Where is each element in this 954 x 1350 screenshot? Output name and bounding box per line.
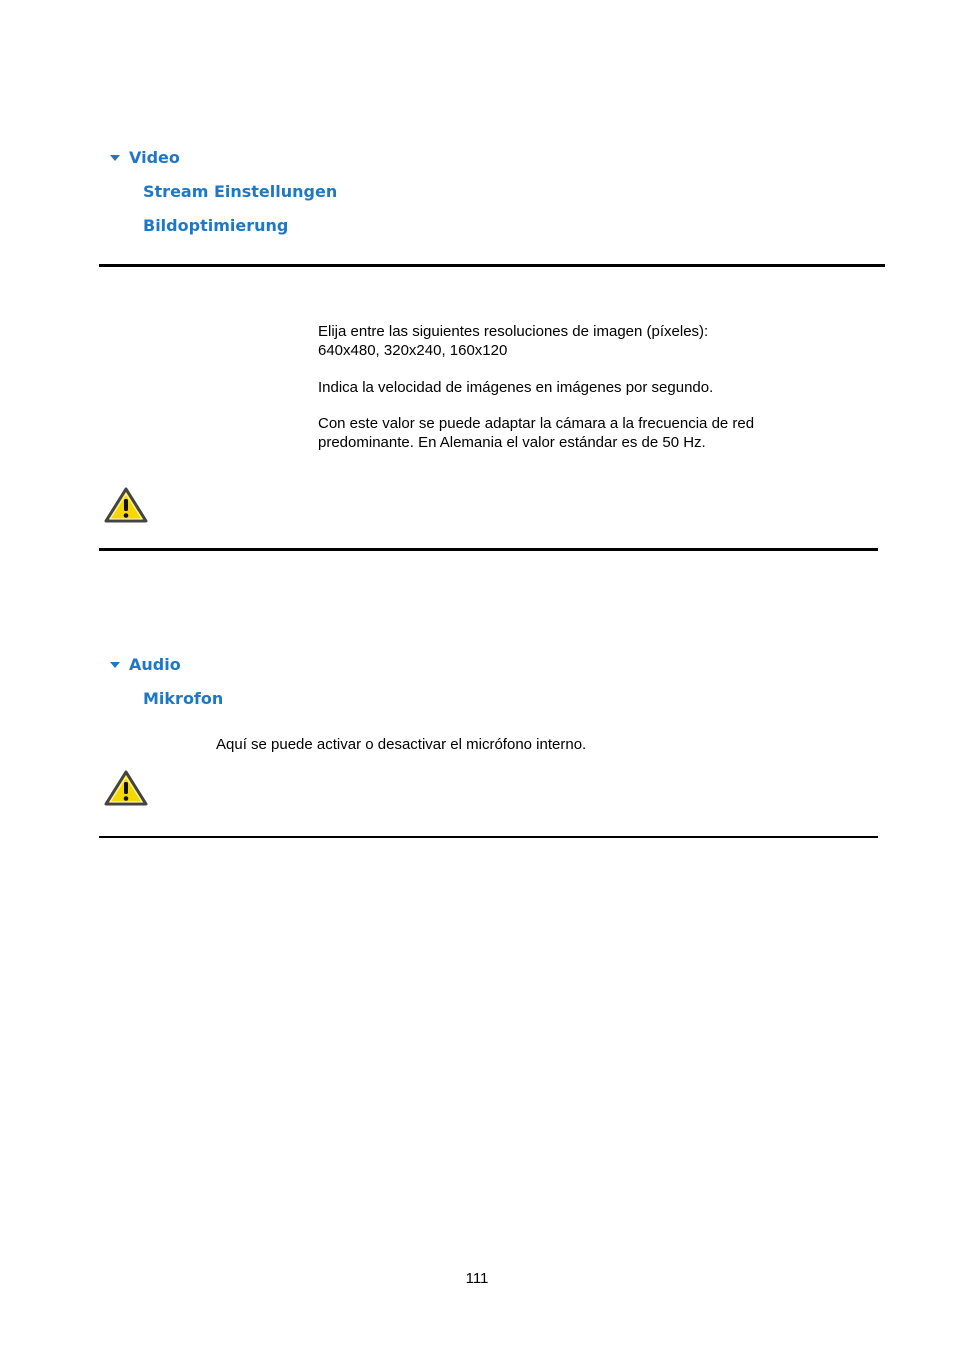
paragraph-frequency xyxy=(318,414,754,452)
text-line: Elija entre las siguientes resoluciones de imagen (píxeles): xyxy=(318,323,709,340)
page-number: 111 xyxy=(465,1270,489,1287)
divider xyxy=(99,836,878,838)
chevron-down-icon[interactable] xyxy=(110,155,120,161)
warning-triangle-icon xyxy=(103,769,149,807)
chevron-down-icon[interactable] xyxy=(110,662,120,668)
text-line: predominante. En Alemania el valor estándar es de 50 Hz. xyxy=(318,434,706,451)
paragraph-framerate xyxy=(318,378,713,397)
menu-item-bildoptimierung[interactable]: Bildoptimierung xyxy=(143,216,289,235)
paragraph-microphone: Aquí se puede activar o desactivar el micrófono interno. xyxy=(216,736,587,753)
text-line: Indica la velocidad de imágenes en imágenes por segundo. xyxy=(318,379,714,396)
menu-video[interactable]: Video xyxy=(129,148,180,167)
divider xyxy=(99,264,885,267)
menu-audio[interactable]: Audio xyxy=(129,655,181,674)
paragraph-resolution xyxy=(318,322,708,360)
divider xyxy=(99,548,878,551)
warning-triangle-icon xyxy=(103,486,149,524)
menu-item-stream-einstellungen[interactable]: Stream Einstellungen xyxy=(143,182,338,201)
text-line: Con este valor se puede adaptar la cámara a la frecuencia de red xyxy=(318,415,755,432)
menu-item-mikrofon[interactable]: Mikrofon xyxy=(143,689,224,708)
text-line: 640x480, 320x240, 160x120 xyxy=(318,342,508,359)
